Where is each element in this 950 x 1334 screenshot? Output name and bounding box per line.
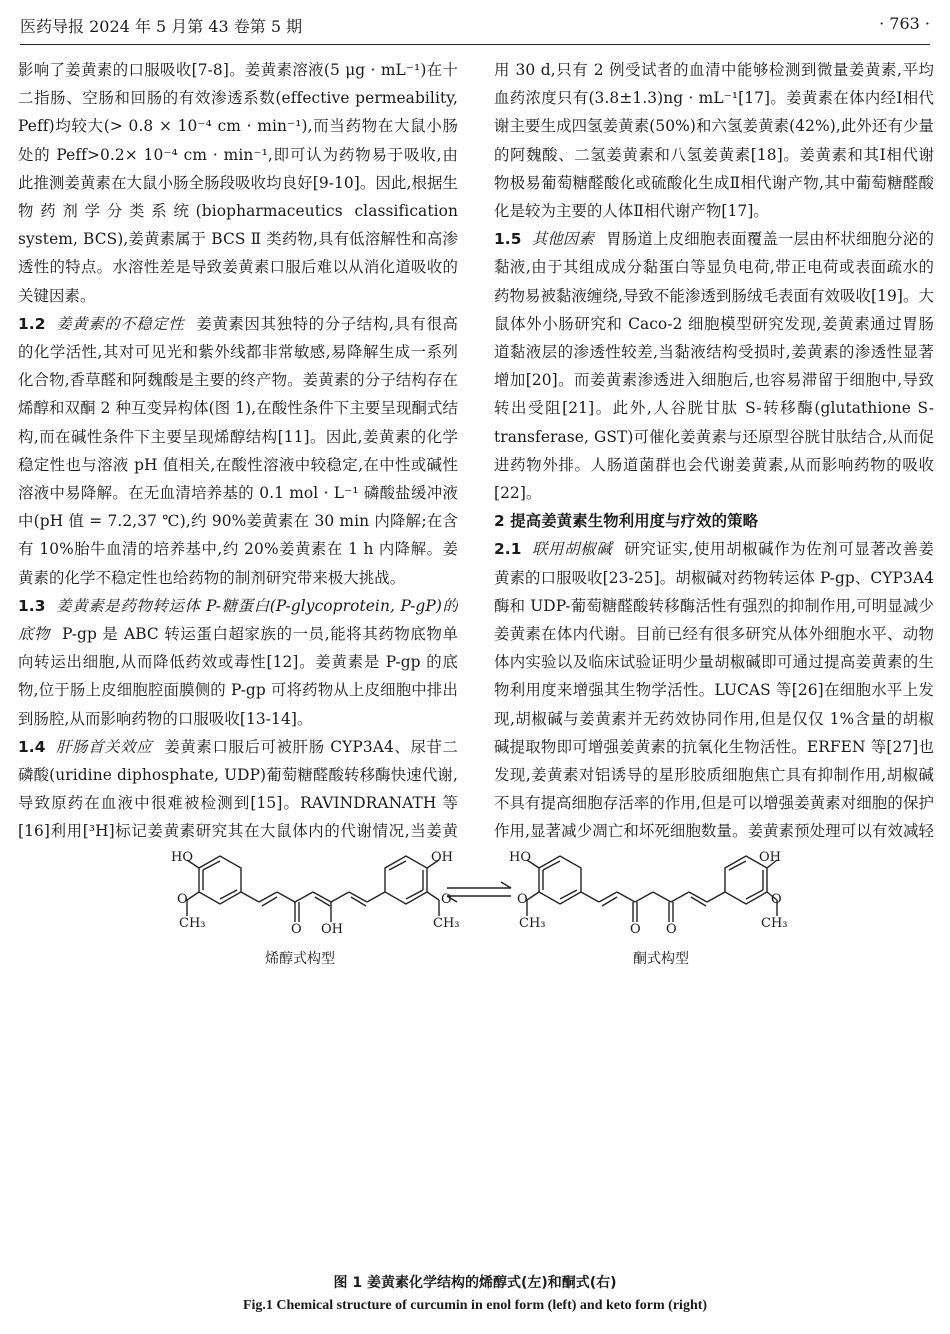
enol-structure xyxy=(187,856,439,922)
section-text: 胃肠道上皮细胞表面覆盖一层由杯状细胞分泌的黏液,由于其组成成分黏蛋白等显负电荷,带正电荷或表面疏水的药物易被黏液缠绕,导致不能渗透到肠绒毛表面有效吸收[19]。大鼠体外小肠研究和 Caco-2 细胞模型研究发现,姜黄素通过胃肠道黏液层的渗透性较差,当黏液结构受损时,姜黄素的渗透性显著增加[20]。而姜黄素渗透进入细胞后,也容易滞留于细胞中,导致转出受阻[21]。此外,人谷胱甘肽 S-转移酶(glutathione S-transferase, GST)可催化姜黄素与还原型谷胱甘肽结合,从而促进药物外排。人肠道菌群也会代谢姜黄素,从而影响药物的吸收[22]。 xyxy=(494,230,934,503)
section-title: 其他因素 xyxy=(531,230,595,249)
header-rule xyxy=(20,44,930,45)
paragraph-metabolism: 用 30 d,只有 2 例受试者的血清中能够检测到微量姜黄素,平均血药浓度只有(3.8±1.3)ng · mL⁻¹[17]。姜黄素在体内经Ⅰ相代谢主要生成四氢姜黄素(50%)和六氢姜黄素(42%),此外还有少量的阿魏酸、二氢姜黄素和八氢姜黄素[18]。姜黄素和其Ⅰ相代谢物极易葡萄糖醛酸化或硫酸化生成Ⅱ相代谢产物,其中葡萄糖醛酸化是较为主要的人体Ⅱ相代谢产物[17]。 xyxy=(494,61,934,221)
atom-label: O xyxy=(630,922,641,937)
atom-label: OH xyxy=(431,850,453,865)
journal-issue: 医药导报 2024 年 5 月第 43 卷第 5 期 xyxy=(20,17,303,36)
section-1-3 xyxy=(18,592,458,733)
equilibrium-arrows xyxy=(447,882,511,902)
atom-label: O xyxy=(517,892,528,907)
left-column xyxy=(18,56,458,846)
paragraph-absorption: 影响了姜黄素的口服吸收[7-8]。姜黄素溶液(5 μg · mL⁻¹)在十二指肠、空肠和回肠的有效渗透系数(effective permeability, Peff)均较大(> 0.8 × 10⁻⁴ cm · min⁻¹),而当药物在大鼠小肠处的 Peff>0.2× 10⁻⁴ cm · min⁻¹,即可认为药物易于吸收,由此推测姜黄素在大鼠小肠全肠段吸收均良好[9-10]。因此,根据生物药剂学分类系统(biopharmaceutics classification system, BCS),姜黄素属于 BCS Ⅱ 类药物,具有低溶解性和高渗透性的特点。水溶性差是导致姜黄素口服后难以从消化道吸收的关键因素。 xyxy=(18,61,458,305)
atom-label: CH₃ xyxy=(761,916,788,931)
section-2-heading: 2 提高姜黄素生物利用度与疗效的策略 xyxy=(494,512,759,531)
section-2-1 xyxy=(494,535,934,846)
curcumin-structure-diagram xyxy=(165,852,785,1262)
atom-label: OH xyxy=(759,850,781,865)
atom-label: O xyxy=(441,892,452,907)
section-title: 姜黄素的不稳定性 xyxy=(55,314,185,333)
section-title: 肝肠首关效应 xyxy=(55,737,153,756)
atom-label: HO xyxy=(509,850,531,865)
atom-label: O xyxy=(177,892,188,907)
figure-1-structures xyxy=(165,850,788,972)
atom-label: O xyxy=(771,892,782,907)
section-number: 1.2 xyxy=(18,314,46,333)
atom-label: CH₃ xyxy=(433,916,460,931)
section-title: 联用胡椒碱 xyxy=(531,540,613,559)
atom-label: O xyxy=(291,922,302,937)
atom-label: HO xyxy=(171,850,193,865)
section-text: P-gp 是 ABC 转运蛋白超家族的一员,能将其药物底物单向转运出细胞,从而降低药效或毒性[12]。姜黄素是 P-gp 的底物,位于肠上皮细胞腔面膜侧的 P-gp 可将药物从上皮细胞中排出到肠腔,从而影响药物的口服吸收[13-14]。 xyxy=(18,625,458,728)
section-1-4 xyxy=(18,733,458,846)
enol-form-label: 烯醇式构型 xyxy=(265,951,335,967)
right-column xyxy=(494,56,934,846)
section-text: 研究证实,使用胡椒碱作为佐剂可显著改善姜黄素的口服吸收[23-25]。胡椒碱对药物转运体 P-gp、CYP3A4 酶和 UDP-葡萄糖醛酸转移酶活性有强烈的抑制作用,可明显减少姜黄素在体内代谢。目前已经有很多研究从体外细胞水平、动物体内实验以及临床试验证明少量胡椒碱即可通过提高姜黄素的生物利用度来增强其生物学活性。LUCAS 等[26]在细胞水平上发现,胡椒碱与姜黄素并无药效协同作用,但是仅仅 1%含量的胡椒碱提取物即可增强姜黄素的抗氧化生物活性。ERFEN 等[27]也发现,姜黄素对铝诱导的星形胶质细胞焦亡具有抑制作用,胡椒碱不具有提高细胞存活率的作用,但是可以增强姜黄素对细胞的保护作用,显著减少凋亡和坏死细胞数量。姜黄素预处理可以有效减轻 xyxy=(494,540,934,841)
section-text: 姜黄素因其独特的分子结构,具有很高的化学活性,其对可见光和紫外线都非常敏感,易降解生成一系列化合物,香草醛和阿魏酸是主要的终产物。姜黄素的分子结构存在烯醇和双酮 2 种互变异构体(图 1),在酸性条件下主要呈现酮式结构,而在碱性条件下主要呈现烯醇结构[11]。因此,姜黄素的化学稳定性也与溶液 pH 值相关,在酸性溶液中较稳定,在中性或碱性溶液中易降解。在无血清培养基的 0.1 mol · L⁻¹ 磷酸盐缓冲液中(pH 值 = 7.2,37 ℃),约 90%姜黄素在 30 min 内降解;在含有 10%胎牛血清的培养基中,约 20%姜黄素在 1 h 内降解。姜黄素的化学不稳定性也给药物的制剂研究带来极大挑战。 xyxy=(18,314,458,587)
atom-label: OH xyxy=(321,922,343,937)
section-number: 2.1 xyxy=(494,540,522,559)
figure-caption-chinese: 图 1 姜黄素化学结构的烯醇式(左)和酮式(右) xyxy=(333,1275,617,1291)
section-number: 1.4 xyxy=(18,737,46,756)
section-title: 姜黄素是药物转运体 P-糖蛋白(P-glycoprotein, P-gP)的底物 xyxy=(18,596,458,644)
section-number: 1.3 xyxy=(18,596,46,615)
section-text: 姜黄素口服后可被肝肠 CYP3A4、尿苷二磷酸(uridine diphosphate, UDP)葡萄糖醛酸转移酶快速代谢,导致原药在血液中很难被检测到[15]。RAVINDRANATH 等[16]利用[³H]标记姜黄素研究其在大鼠体内的代谢情况,当姜黄 xyxy=(18,737,458,841)
running-header xyxy=(20,10,930,44)
page-number: · 763 · xyxy=(879,14,930,33)
section-1-2 xyxy=(18,310,458,592)
atom-label: CH₃ xyxy=(179,916,206,931)
keto-form-label: 酮式构型 xyxy=(633,951,689,967)
section-number: 1.5 xyxy=(494,230,522,249)
figure-caption-english: Fig.1 Chemical structure of curcumin in enol form (left) and keto form (right) xyxy=(242,1298,708,1313)
atom-label: O xyxy=(666,922,677,937)
keto-structure xyxy=(527,856,777,922)
atom-label: CH₃ xyxy=(519,916,546,931)
section-1-5 xyxy=(494,225,934,507)
